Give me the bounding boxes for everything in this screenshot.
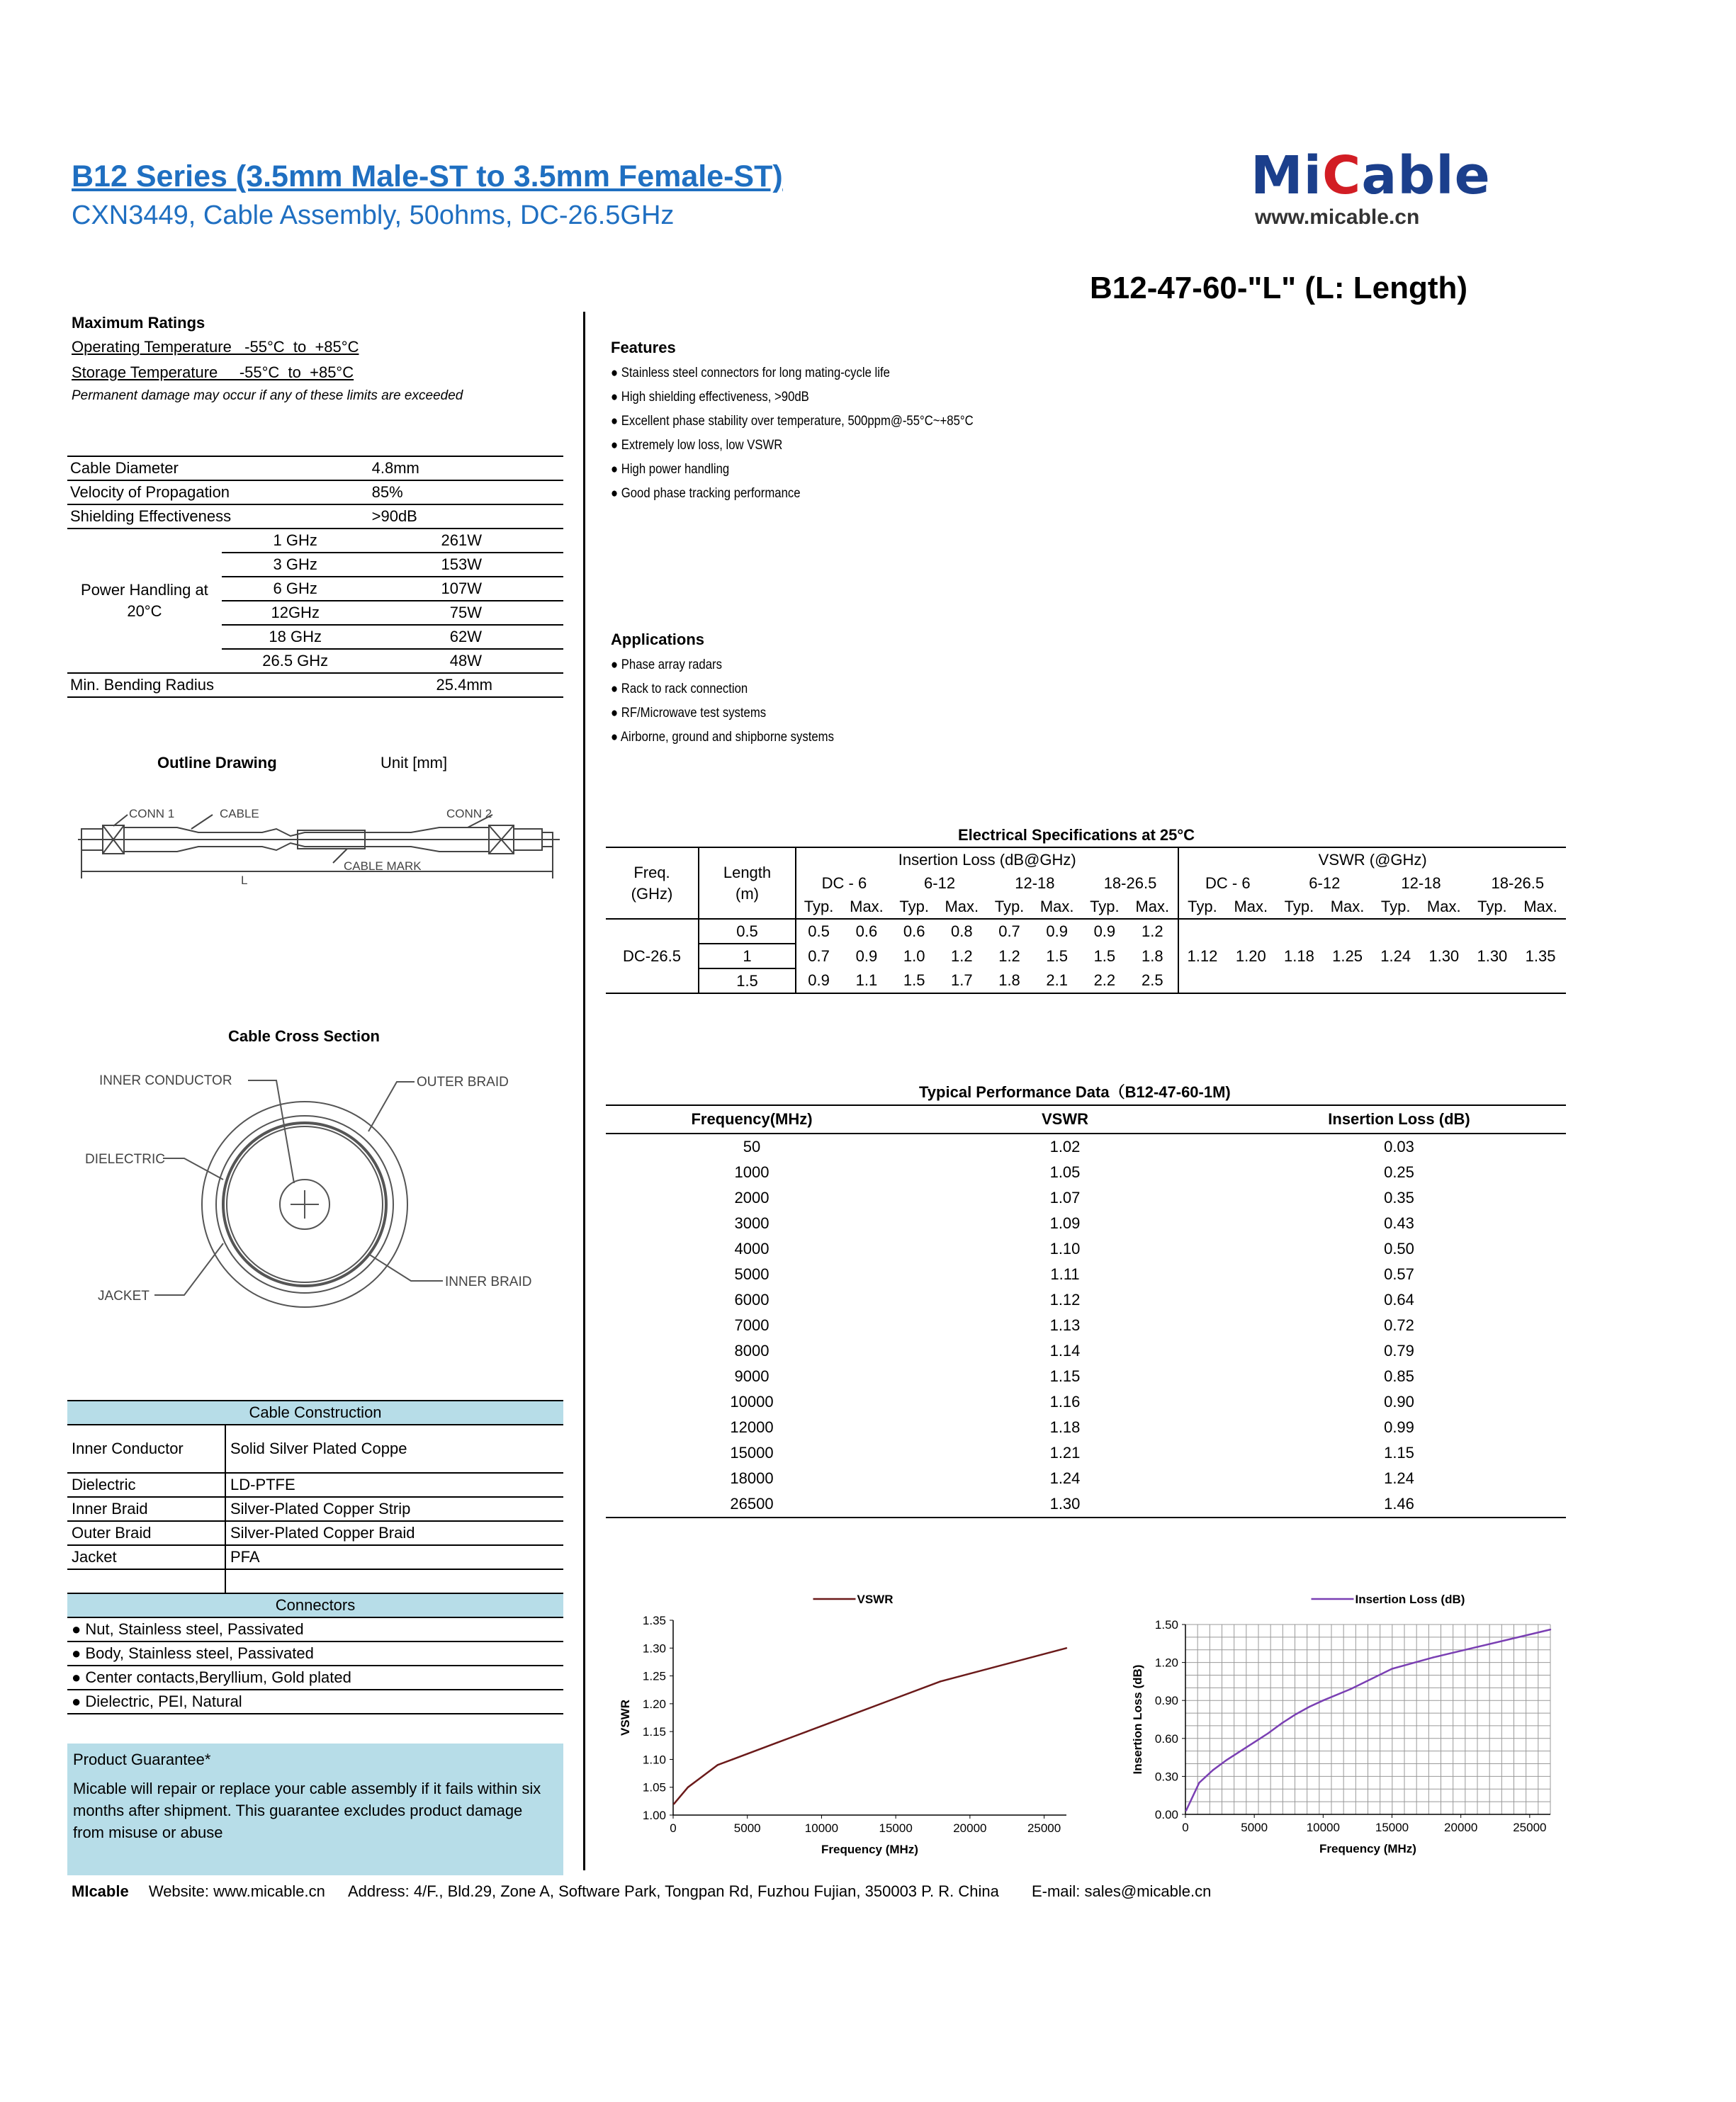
doc-title: B12 Series (3.5mm Male-ST to 3.5mm Female-ST) [72, 159, 783, 193]
y-tick-label: 0.60 [1154, 1731, 1178, 1746]
length-label: L [241, 874, 248, 887]
y-tick-label: 1.15 [642, 1725, 666, 1739]
perf-vswr: 1.09 [1049, 1214, 1081, 1232]
feature-item: ● High shielding effectiveness, >90dB [611, 390, 809, 405]
perf-il: 0.57 [1384, 1265, 1414, 1283]
data-point [687, 1787, 689, 1788]
perf-freq: 9000 [734, 1367, 770, 1385]
storage-temp: Storage Temperature -55°C to +85°C [72, 363, 354, 381]
x-tick-label: 0 [670, 1821, 677, 1835]
cable-mark-label: CABLE MARK [344, 859, 422, 873]
footer-address: Address: 4/F., Bld.29, Zone A, Software Park, Tongpan Rd, Fuzhou Fujian, 350003 P. R. China [347, 1882, 999, 1900]
perf-vswr: 1.02 [1049, 1138, 1081, 1155]
feature-item: ● Excellent phase stability over temperature, 500ppm@-55°C~+85°C [611, 414, 974, 429]
perf-il: 0.79 [1384, 1342, 1414, 1360]
perf-row [606, 1389, 1566, 1415]
perf-row [606, 1211, 1566, 1236]
data-point [850, 1714, 852, 1715]
perf-il: 0.50 [1384, 1240, 1414, 1258]
y-axis-label: Insertion Loss (dB) [1131, 1664, 1144, 1775]
spec-label: Velocity of Propagation [67, 480, 369, 504]
features-title: Features [611, 339, 676, 356]
electrical-title: Electrical Specifications at 25°C [958, 826, 1195, 844]
feature-item: ● Stainless steel connectors for long mating-cycle life [611, 366, 890, 380]
data-point [791, 1736, 792, 1738]
perf-il: 0.72 [1384, 1316, 1414, 1334]
data-point [1433, 1656, 1434, 1658]
data-point [1240, 1750, 1241, 1751]
applications [611, 631, 1249, 750]
perf-freq: 8000 [734, 1342, 770, 1360]
footer [72, 1882, 1211, 1901]
footer-company: MIcable [72, 1882, 129, 1900]
perf-freq: 10000 [730, 1393, 774, 1411]
feature-item: ● Extremely low loss, low VSWR [611, 438, 783, 453]
perf-row [606, 1415, 1566, 1440]
perf-vswr: 1.30 [1049, 1495, 1081, 1513]
feature-item: ● High power handling [611, 462, 730, 477]
connector-item: ● Dielectric, PEI, Natural [67, 1690, 563, 1714]
y-tick-label: 1.35 [642, 1614, 666, 1627]
perf-il: 0.43 [1384, 1214, 1414, 1232]
data-point [747, 1753, 748, 1754]
x-tick-label: 15000 [879, 1821, 913, 1835]
x-tick-label: 25000 [1513, 1821, 1547, 1834]
perf-il: 0.85 [1384, 1367, 1414, 1385]
legend-label: VSWR [857, 1593, 894, 1606]
outline-drawing [71, 801, 567, 893]
x-axis-label: Frequency (MHz) [821, 1843, 918, 1856]
perf-il: 0.90 [1384, 1393, 1414, 1411]
data-point [1281, 1722, 1283, 1724]
construction-table: Cable Construction Inner Conductor Solid Silver Plated Coppe Dielectric LD-PTFE Inner Braid Silver-Plated Copper Strip Outer Braid Silver-Plated Copper Braid Jacket PFA Connectors ● Nut, Stainless steel, Passivated ● Body, Stainless steel, Passivated ● Center contacts,Beryllium, Gold plated ● Dielectric, PEI, Natural [67, 1400, 563, 1714]
cable-label: CABLE [220, 807, 259, 820]
max-ratings-title: Maximum Ratings [72, 314, 205, 332]
x-tick-label: 5000 [733, 1821, 761, 1835]
x-tick-label: 15000 [1375, 1821, 1409, 1834]
connector-item: ● Body, Stainless steel, Passivated [67, 1642, 563, 1666]
perf-row [606, 1262, 1566, 1287]
application-item: ● Phase array radars [611, 657, 722, 672]
perf-vswr: 1.07 [1049, 1189, 1081, 1207]
perf-il: 0.03 [1384, 1138, 1414, 1155]
conn1-label: CONN 1 [129, 807, 175, 820]
outline-title: Outline Drawing [157, 754, 277, 772]
insertion-loss-chart [1116, 1583, 1569, 1867]
data-point [1212, 1769, 1214, 1770]
construction-title: Cable Construction [67, 1401, 563, 1425]
perf-table: Frequency(MHz) VSWR Insertion Loss (dB) 50 1.02 0.03 1000 1.05 0.25 2000 1.07 0.35 3000 1.09 0.43 4000 1.10 0.50 5000 1.11 0.57 6000 1.12 0.64 7000 1.13 0.72 8000 1.14 0.79 9000 1.15 0.85 10000 1.16 0.90 12000 1.18 0.99 15000 1.21 1.15 18000 1.24 1.24 26500 1.30 1.46 [606, 1104, 1566, 1518]
data-point [1226, 1759, 1227, 1761]
perf-title: Typical Performance Data（B12-47-60-1M) [919, 1083, 1231, 1101]
perf-il: 0.25 [1384, 1163, 1414, 1181]
y-tick-label: 0.00 [1154, 1808, 1178, 1821]
perf-freq: 4000 [734, 1240, 770, 1258]
x-tick-label: 10000 [1306, 1821, 1340, 1834]
data-point [895, 1697, 896, 1699]
perf-freq: 18000 [730, 1469, 774, 1487]
vswr-header: VSWR (@GHz) [1178, 847, 1566, 871]
x-tick-label: 10000 [804, 1821, 839, 1835]
spec-value: 25.4mm [369, 673, 563, 697]
perf-vswr: 1.18 [1049, 1418, 1081, 1436]
data-point [1198, 1782, 1200, 1783]
y-tick-label: 1.00 [642, 1809, 666, 1822]
perf-freq: 5000 [734, 1265, 770, 1283]
inner-braid-label: INNER BRAID [445, 1275, 532, 1289]
perf-freq: 50 [743, 1138, 761, 1155]
freq-value: DC-26.5 [623, 947, 681, 965]
product-guarantee [67, 1744, 563, 1875]
doc-subtitle: CXN3449, Cable Assembly, 50ohms, DC-26.5GHz [72, 200, 675, 230]
part-number: B12-47-60-"L" (L: Length) [1090, 271, 1468, 305]
conn2-label: CONN 2 [446, 807, 492, 820]
perf-vswr: 1.05 [1049, 1163, 1081, 1181]
y-tick-label: 0.30 [1154, 1770, 1178, 1784]
guarantee-text: Micable will repair or replace your cable assembly if it fails within six months after shipment. This guarantee excludes product damage from misuse or abuse [73, 1780, 541, 1841]
perf-vswr: 1.21 [1049, 1444, 1081, 1462]
data-point [1309, 1706, 1310, 1707]
perf-row [606, 1185, 1566, 1211]
y-tick-label: 1.10 [642, 1753, 666, 1767]
data-point [1185, 1809, 1187, 1811]
perf-freq: 3000 [734, 1214, 770, 1232]
footer-website: Website: www.micable.cn [148, 1882, 325, 1900]
micable-logo: MiCable www.micable.cn [1251, 145, 1491, 229]
perf-freq: 15000 [730, 1444, 774, 1462]
specs-table: Cable Diameter 4.8mm Velocity of Propagation 85% Shielding Effectiveness >90dB Power Handling at 20°C 1 GHz 261W 3 GHz 153W 6 GHz 107W 12GHz 75W 18 GHz 62W 26.5 GHz 48W Min. Bending Radius 25.4mm [67, 456, 563, 698]
data-point [1550, 1629, 1551, 1630]
perf-row [606, 1338, 1566, 1364]
x-tick-label: 5000 [1241, 1821, 1268, 1834]
application-item: ● Rack to rack connection [611, 682, 748, 696]
electrical-table: Freq. (GHz) Length (m) Insertion Loss (dB@GHz) VSWR (@GHz) DC - 6 6-12 12-18 18-26.5 DC - 6 6-12 12-18 18-26.5 Typ. Max. Typ. Max. Typ. Max. Typ. Max. Typ. Max. Typ. Max. Typ. Max. Typ. Max. DC-26.5 0.5 0.5 0.6 0.6 0.8 0.7 0.9 0.9 1.2 1.12 1.20 1.18 1.25 1.24 1.30 1.30 1.35 1 0.7 0.9 1.0 1.2 1.2 1.5 1.5 1.8 1.5 0.9 1.1 1.5 1.7 1.8 2.1 2.2 2.5 [606, 847, 1566, 994]
spec-value: 85% [369, 480, 563, 504]
perf-row [606, 1287, 1566, 1313]
data-point [673, 1803, 675, 1804]
data-point [940, 1680, 941, 1682]
perf-row [606, 1440, 1566, 1466]
perf-freq: 12000 [730, 1418, 774, 1436]
data-point [776, 1742, 777, 1744]
application-item: ● Airborne, ground and shipborne systems [611, 730, 834, 745]
perf-vswr: 1.11 [1050, 1265, 1080, 1283]
applications-title: Applications [611, 631, 705, 648]
series-line [674, 1648, 1066, 1804]
column-divider [583, 312, 585, 1870]
y-tick-label: 1.30 [642, 1642, 666, 1656]
power-label: Power Handling at 20°C [67, 529, 222, 673]
perf-freq: 6000 [734, 1291, 770, 1309]
perf-il: 1.46 [1384, 1495, 1414, 1513]
perf-vswr: 1.15 [1049, 1367, 1081, 1385]
perf-row [606, 1491, 1566, 1518]
perf-row [606, 1364, 1566, 1389]
spec-value: >90dB [369, 504, 563, 529]
perf-freq: 7000 [734, 1316, 770, 1334]
perf-row [606, 1236, 1566, 1262]
x-tick-label: 0 [1182, 1821, 1189, 1834]
features [611, 339, 1249, 506]
perf-freq: 1000 [734, 1163, 770, 1181]
outline-unit: Unit [mm] [381, 754, 448, 772]
y-tick-label: 1.20 [642, 1697, 666, 1711]
cross-section-drawing [71, 1066, 567, 1321]
perf-il: 0.35 [1384, 1189, 1414, 1207]
data-point [806, 1731, 807, 1732]
x-tick-label: 20000 [1444, 1821, 1478, 1834]
outer-braid-label: OUTER BRAID [417, 1075, 509, 1090]
perf-il: 0.64 [1384, 1291, 1414, 1309]
perf-freq: 26500 [730, 1495, 774, 1513]
y-tick-label: 1.50 [1154, 1618, 1178, 1632]
y-tick-label: 1.20 [1154, 1656, 1178, 1670]
perf-vswr: 1.13 [1049, 1316, 1081, 1334]
perf-il: 1.24 [1384, 1469, 1414, 1487]
data-point [1391, 1668, 1392, 1669]
data-point [1350, 1688, 1351, 1690]
perf-freq: 2000 [734, 1189, 770, 1207]
perf-row [606, 1466, 1566, 1491]
x-axis-label: Frequency (MHz) [1319, 1842, 1416, 1855]
connectors-title: Connectors [67, 1593, 563, 1617]
data-point [1267, 1732, 1268, 1734]
perf-row [606, 1313, 1566, 1338]
perf-vswr: 1.24 [1049, 1469, 1081, 1487]
perf-il: 1.15 [1384, 1444, 1414, 1462]
x-tick-label: 25000 [1027, 1821, 1061, 1835]
cross-section-title: Cable Cross Section [228, 1027, 380, 1045]
perf-vswr: 1.14 [1049, 1342, 1081, 1360]
spec-value: 4.8mm [369, 456, 563, 480]
vswr-chart [609, 1583, 1077, 1867]
perf-row [606, 1160, 1566, 1185]
data-point [702, 1775, 704, 1777]
data-point [1322, 1700, 1324, 1701]
y-tick-label: 0.90 [1154, 1694, 1178, 1708]
perf-row [606, 1134, 1566, 1160]
y-axis-label: VSWR [619, 1700, 632, 1736]
legend-label: Insertion Loss (dB) [1355, 1593, 1465, 1606]
y-tick-label: 1.25 [642, 1669, 666, 1683]
spec-label: Cable Diameter [67, 456, 369, 480]
data-point [761, 1748, 762, 1749]
data-point [1253, 1741, 1255, 1743]
data-point [1066, 1647, 1067, 1649]
data-point [732, 1758, 733, 1760]
operating-temp: Operating Temperature -55°C to +85°C [72, 338, 359, 356]
logo-url: www.micable.cn [1255, 205, 1420, 229]
guarantee-title: Product Guarantee* [73, 1751, 211, 1768]
data-point [821, 1725, 822, 1727]
connector-item: ● Nut, Stainless steel, Passivated [67, 1617, 563, 1642]
footer-email: E-mail: sales@micable.cn [1031, 1882, 1212, 1900]
feature-item: ● Good phase tracking performance [611, 486, 801, 501]
data-point [1295, 1714, 1296, 1715]
max-ratings [72, 314, 560, 404]
application-item: ● RF/Microwave test systems [611, 706, 767, 721]
perf-vswr: 1.12 [1049, 1291, 1081, 1309]
il-header: Insertion Loss (dB@GHz) [898, 850, 1076, 869]
damage-note: Permanent damage may occur if any of these limits are exceeded [72, 388, 463, 403]
data-point [717, 1764, 718, 1765]
inner-conductor-label: INNER CONDUCTOR [99, 1073, 232, 1088]
jacket-label: JACKET [98, 1289, 150, 1304]
perf-vswr: 1.16 [1049, 1393, 1081, 1411]
x-tick-label: 20000 [953, 1821, 987, 1835]
perf-il: 0.99 [1384, 1418, 1414, 1436]
perf-vswr: 1.10 [1049, 1240, 1081, 1258]
y-tick-label: 1.05 [642, 1780, 666, 1795]
dielectric-label: DIELECTRIC [85, 1152, 165, 1167]
spec-label: Min. Bending Radius [67, 673, 369, 697]
spec-label: Shielding Effectiveness [67, 504, 369, 529]
connector-item: ● Center contacts,Beryllium, Gold plated [67, 1666, 563, 1690]
